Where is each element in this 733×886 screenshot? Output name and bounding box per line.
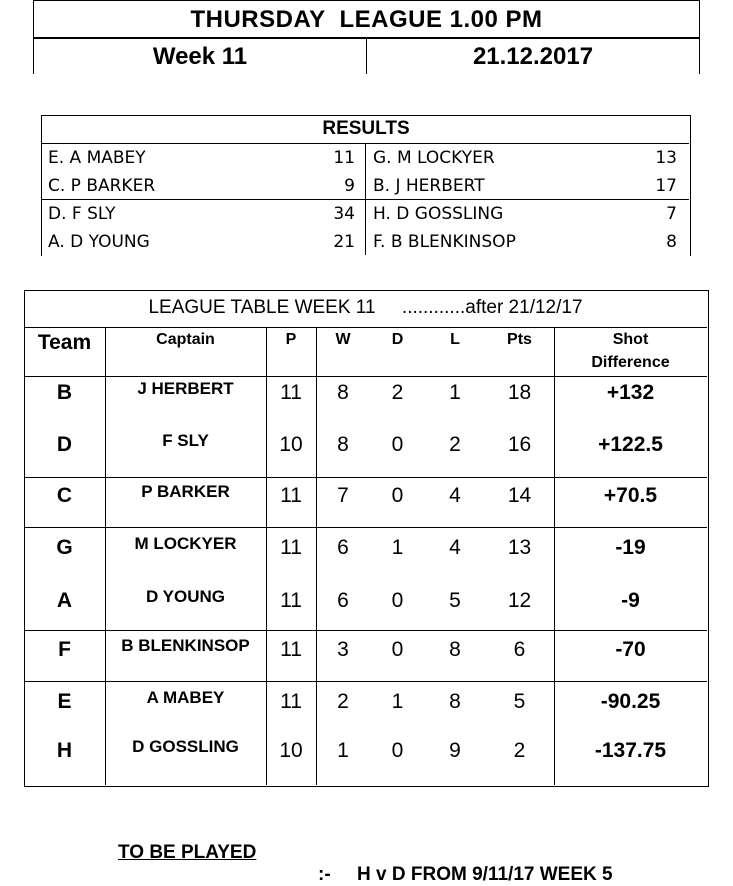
team-cell: B [56,381,73,404]
captain-cell: M LOCKYER [134,534,237,553]
drawn-cell: 1 [391,536,404,559]
points-cell: 2 [513,739,526,762]
won-cell: 6 [337,589,349,612]
drawn-cell: 0 [391,433,404,456]
league-table [24,290,709,787]
result-left-team: C. P BARKER [48,176,156,196]
result-left-score: 9 [344,176,355,196]
played-cell: 11 [280,536,302,559]
team-cell: D [56,433,73,456]
fixture-note [0,820,733,886]
results-row [41,144,689,172]
played-cell: 10 [279,739,303,762]
points-cell: 14 [507,484,532,507]
lost-cell: 4 [449,484,461,507]
won-cell: 1 [337,739,349,762]
result-left-score: 11 [333,148,355,168]
won-cell: 6 [337,536,349,559]
played-cell: 11 [280,690,302,713]
won-cell: 2 [337,690,349,713]
captain-cell: P BARKER [141,482,230,501]
won-cell: 7 [337,484,349,507]
played-cell: 11 [280,589,302,612]
result-left-team: A. D YOUNG [48,232,150,252]
header-team: Team [37,331,92,354]
drawn-cell: 2 [391,381,404,404]
table-row-divider [24,681,707,682]
won-cell: 8 [337,381,349,404]
team-cell: H [56,739,73,762]
lost-cell: 4 [449,536,461,559]
header-lost: L [450,331,460,348]
points-cell: 18 [507,381,532,404]
table-row-divider [24,477,707,478]
shot-difference-cell: -137.75 [594,739,667,762]
results-row [41,228,689,256]
shot-difference-cell: +132 [606,381,655,404]
table-row-divider [24,527,707,528]
drawn-cell: 0 [391,739,404,762]
league-title: THURSDAY LEAGUE 1.00 PM [190,6,543,33]
won-cell: 3 [337,638,349,661]
header-played: P [285,331,297,348]
played-cell: 11 [280,638,302,661]
header-drawn: D [391,331,404,348]
lost-cell: 8 [449,690,461,713]
result-right-team: B. J HERBERT [373,176,485,196]
team-cell: A [56,589,73,612]
to-be-played-label: TO BE PLAYED [118,842,257,863]
header-box [33,0,700,73]
lost-cell: 9 [449,739,461,762]
table-row-divider [24,376,707,377]
points-cell: 6 [513,638,526,661]
result-left-score: 21 [333,232,355,252]
drawn-cell: 0 [391,589,404,612]
table-row-divider [24,630,707,631]
captain-cell: A MABEY [146,688,225,707]
table-row-divider [24,327,707,328]
result-right-score: 7 [666,204,677,224]
drawn-cell: 1 [391,690,404,713]
drawn-cell: 0 [391,484,404,507]
points-cell: 5 [513,690,526,713]
title-row [33,0,700,37]
captain-cell: D GOSSLING [132,737,239,756]
header-shot-line1: Shot [612,331,649,348]
header-points: Pts [507,331,532,348]
played-cell: 10 [279,433,303,456]
shot-difference-cell: -9 [621,589,640,612]
result-right-team: H. D GOSSLING [373,204,504,224]
points-cell: 16 [507,433,532,456]
results-row [41,200,689,228]
won-cell: 8 [337,433,349,456]
team-cell: E [57,690,72,713]
played-cell: 11 [280,381,302,404]
shot-difference-cell: +122.5 [598,433,663,456]
week-label: Week 11 [152,43,248,70]
points-cell: 13 [507,536,532,559]
lost-cell: 2 [449,433,461,456]
results-title: RESULTS [322,118,410,139]
drawn-cell: 0 [391,638,404,661]
header-captain: Captain [156,331,215,348]
date-label: 21.12.2017 [472,43,594,70]
team-cell: G [56,536,73,559]
lost-cell: 1 [449,381,461,404]
result-right-team: F. B BLENKINSOP [373,232,516,252]
week-date-row [33,37,700,74]
header-won: W [335,331,351,348]
team-cell: F [58,638,71,661]
results-table [41,115,691,255]
result-right-score: 17 [655,176,677,196]
header-shot-line2: Difference [591,354,670,371]
team-cell: C [56,484,73,507]
lost-cell: 8 [449,638,461,661]
shot-difference-cell: +70.5 [603,484,658,507]
result-left-team: D. F SLY [48,204,116,224]
shot-difference-cell: -19 [615,536,646,559]
result-left-score: 34 [333,204,355,224]
lost-cell: 5 [449,589,461,612]
played-cell: 11 [280,484,302,507]
result-right-score: 8 [666,232,677,252]
captain-cell: D YOUNG [145,587,226,606]
result-right-team: G. M LOCKYER [373,148,495,168]
captain-cell: J HERBERT [137,379,234,398]
league-table-title: LEAGUE TABLE WEEK 11 ............after 21/12/17 [148,297,583,318]
shot-difference-cell: -70 [615,638,646,661]
shot-difference-cell: -90.25 [600,690,661,713]
points-cell: 12 [507,589,532,612]
captain-cell: F SLY [162,431,209,450]
result-left-team: E. A MABEY [48,148,146,168]
results-row [41,172,689,200]
result-right-score: 13 [655,148,677,168]
to-be-played-text: :- H v D FROM 9/11/17 WEEK 5 [318,864,613,885]
captain-cell: B BLENKINSOP [121,636,250,655]
